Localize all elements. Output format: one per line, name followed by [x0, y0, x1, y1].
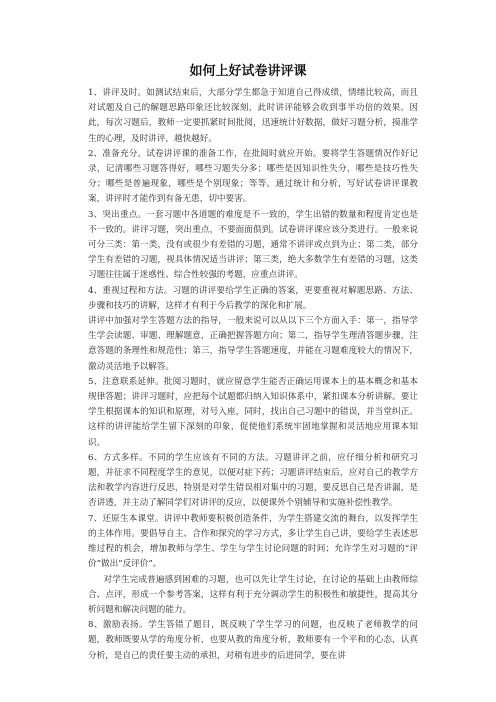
- body-paragraph: 6、方式多样。不同的学生应该有不同的方法。习题讲评之前，应仔细分析和研究习题，并征求不同程度学生的意见，以便对症下药；习题讲评结束后，应对自己的教学方法和教学内容进行反思，特别是对学生错误相对集中的习题，要反思自己是否讲漏，是否讲透，并主动了解同学们对讲评的反应，以便课外个别辅导和实施补偿性教学。: [88, 452, 418, 509]
- body-paragraph: 2、准备充分。试卷讲评课的准备工作，在批阅时就应开始。要将学生答题情况作好记录，记清哪些习题答得好，哪些习题失分多；哪些是因知识性失分，哪些是技巧性失分；哪些是普遍现象，哪些是个别现象；等等。通过统计和分析，写好试卷讲评课教案，讲评时才能作到有备无患，切中要害。: [88, 148, 418, 205]
- body-paragraph: 5、注意联系延伸。批阅习题时，就应留意学生能否正确运用课本上的基本概念和基本规律答题；讲评习题时，应把每个试题都归纳入知识体系中，紧扣课本分析讲解。要让学生根据课本的知识和原理，对号入座，同时，找出自己习题中的错误，并当堂纠正。这样的讲评能给学生留下深刻的印象，促使他们系统牢固地掌握和灵活地应用课本知识。: [88, 376, 418, 448]
- body-paragraph: 对学生完成普遍感到困难的习题，也可以先让学生讨论，在讨论的基础上由教师综合、点评，形成一个参考答案，这样有利于充分调动学生的积极性和敏捷性，提高其分析问题和解决问题的能力。: [88, 574, 418, 615]
- body-paragraph: 1、讲评及时。如测试结束后，大部分学生都急于知道自己得成绩，情绪比较高，而且对试题及自己的解题思路印象还比较深刻，此时讲评能够会收到事半功倍的效果。因此，每次习题后，教师一定要抓紧时间批阅，迅速统计好数据，做好习题分析，摸准学生的心理，及时讲评，越快越好。: [88, 88, 418, 144]
- body-paragraph: 讲评中加强对学生答题方法的指导，一般来说可以从以下三个方面入手：第一，指导学生学会读题、审题、理解题意，正确把握答题方向；第二，指导学生理清答题步骤，注意答题的条理性和规范性；第三，指导学生答题速度，并能在习题难度较大的情况下，激动灵活地予以解答。: [88, 316, 418, 372]
- body-paragraph: 4、重视过程和方法。习题的讲评要给学生正确的答案，更要重视对解题思路、方法、步骤和技巧的讲解，这样才有利于今后教学的深化和扩展。: [88, 285, 418, 311]
- document-title: 如何上好试卷讲评课: [189, 64, 307, 79]
- body-paragraph: 3、突出重点。一套习题中各道题的难度是不一致的，学生出错的数量和程度肯定也是不一致的。讲评习题，突出重点，不要面面俱到。试卷讲评课应该分类进行。一般来说可分三类：第一类，没有或很少有差错的习题，通常不讲评或点到为止；第二类，部分学生有差错的习题，视具体情况适当讲评；第三类，绝大多数学生有差错的习题，这类习题往往属于迷惑性、综合性较强的考题，应重点讲评。: [88, 209, 418, 281]
- document-body: [88, 86, 418, 664]
- body-paragraph: 8、激励表扬。学生答错了题目，既反映了学生学习的问题，也反映了老师教学的问题，教师既要从学的角度分析，也要从教的角度分析，教师要有一个平和的心态，认真分析，是自己的责任要主动的承担，对稍有进步的后进同学，要在讲: [88, 620, 418, 661]
- body-paragraph: 7、还原生本课堂。讲评中教师要积极创造条件，为学生搭建交流的舞台，以发挥学生的主体作用。要倡导自主、合作和探究的学习方式，多让学生自己讲，要给学生表述思维过程的机会，增加教师与学生、学生与学生讨论问题的时间；允许学生对习题的“评价”做出“反评价”。: [88, 513, 418, 570]
